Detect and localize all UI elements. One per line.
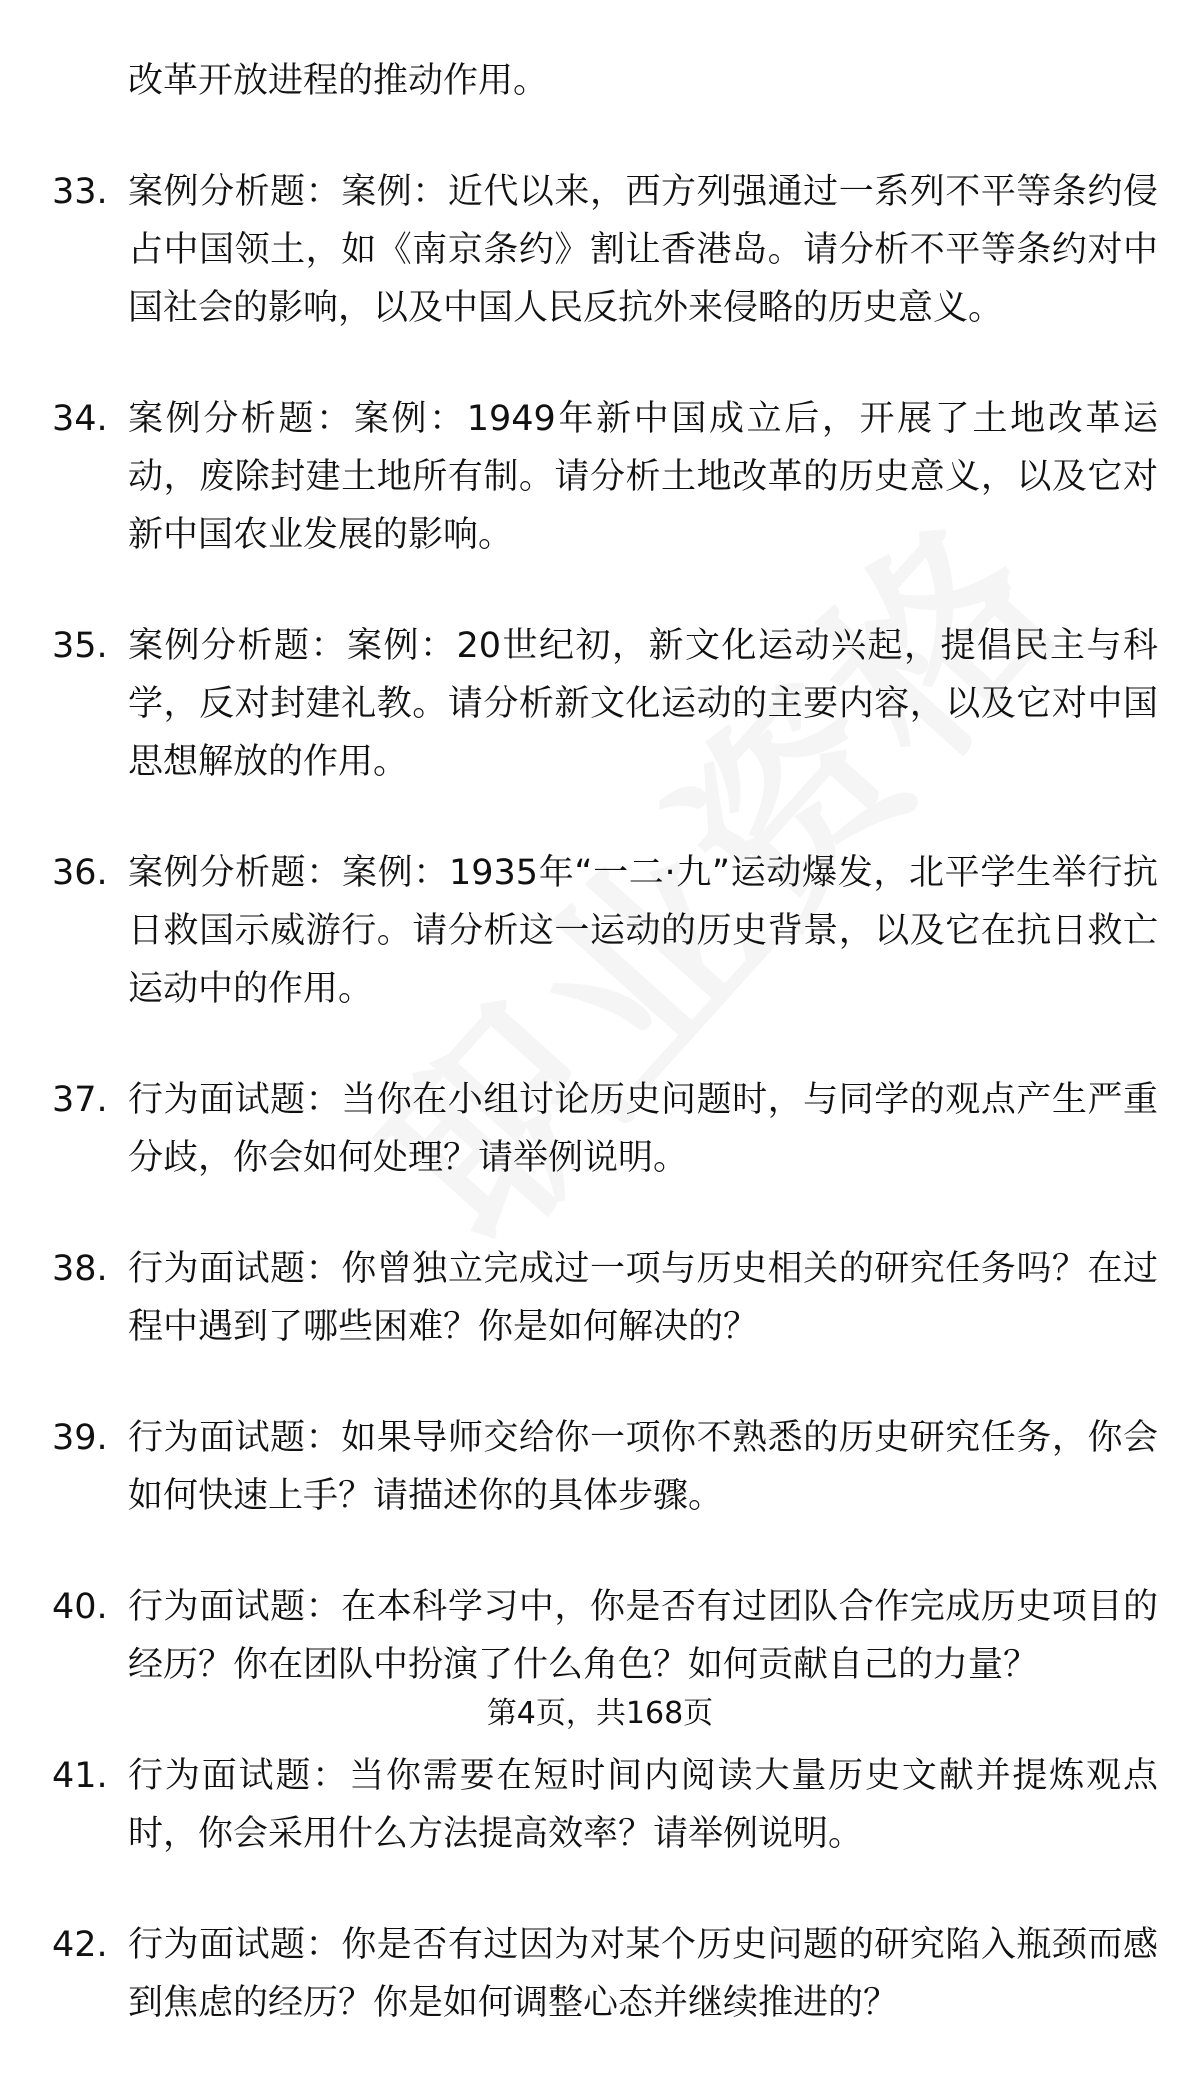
- question-number: 35.: [52, 626, 108, 666]
- question-number: 34.: [52, 399, 108, 439]
- continuation-text: 改革开放进程的推动作用。: [128, 61, 549, 101]
- question-number: 39.: [52, 1418, 108, 1458]
- question-text: 行为面试题：在本科学习中，你是否有过团队合作完成历史项目的经历？你在团队中扮演了什么角色？如何贡献自己的力量？: [128, 1587, 1158, 1685]
- question-item-40: [0, 1578, 1158, 1694]
- question-text: 案例分析题：案例：1949年新中国成立后，开展了土地改革运动，废除封建土地所有制。请分析土地改革的历史意义，以及它对新中国农业发展的影响。: [128, 399, 1158, 555]
- question-item-39: [0, 1409, 1158, 1525]
- question-text: 行为面试题：当你需要在短时间内阅读大量历史文献并提炼观点时，你会采用什么方法提高效率？请举例说明。: [128, 1756, 1158, 1854]
- question-item-35: [0, 617, 1158, 791]
- question-text: 案例分析题：案例：1935年“一二·九”运动爆发，北平学生举行抗日救国示威游行。请分析这一运动的历史背景，以及它在抗日救亡运动中的作用。: [128, 853, 1158, 1009]
- page-footer: 第4页，共168页: [486, 1696, 714, 1731]
- question-number: 40.: [52, 1587, 108, 1627]
- question-item-42: [0, 1916, 1158, 2032]
- question-number: 41.: [52, 1756, 108, 1796]
- question-item-38: [0, 1240, 1158, 1356]
- question-item-41: [0, 1747, 1158, 1863]
- question-text: 行为面试题：你是否有过因为对某个历史问题的研究陷入瓶颈而感到焦虑的经历？你是如何调整心态并继续推进的？: [128, 1925, 1158, 2023]
- question-number: 37.: [52, 1080, 108, 1120]
- question-item-34: [0, 390, 1158, 564]
- question-number: 36.: [52, 853, 108, 893]
- question-number: 42.: [52, 1925, 108, 1965]
- question-text: 行为面试题：你曾独立完成过一项与历史相关的研究任务吗？在过程中遇到了哪些困难？你是如何解决的？: [128, 1249, 1158, 1347]
- question-text: 行为面试题：当你在小组讨论历史问题时，与同学的观点产生严重分歧，你会如何处理？请举例说明。: [128, 1080, 1158, 1178]
- document-body: [0, 52, 1200, 2085]
- question-item-36: [0, 844, 1158, 1018]
- question-item-33: [0, 163, 1158, 337]
- question-text: 案例分析题：案例：近代以来，西方列强通过一系列不平等条约侵占中国领土，如《南京条约》割让香港岛。请分析不平等条约对中国社会的影响，以及中国人民反抗外来侵略的历史意义。: [128, 172, 1158, 328]
- question-number: 38.: [52, 1249, 108, 1289]
- question-text: 案例分析题：案例：20世纪初，新文化运动兴起，提倡民主与科学，反对封建礼教。请分析新文化运动的主要内容，以及它对中国思想解放的作用。: [128, 626, 1158, 782]
- question-item-37: [0, 1071, 1158, 1187]
- question-text: 行为面试题：如果导师交给你一项你不熟悉的历史研究任务，你会如何快速上手？请描述你的具体步骤。: [128, 1418, 1158, 1516]
- question-number: 33.: [52, 172, 108, 212]
